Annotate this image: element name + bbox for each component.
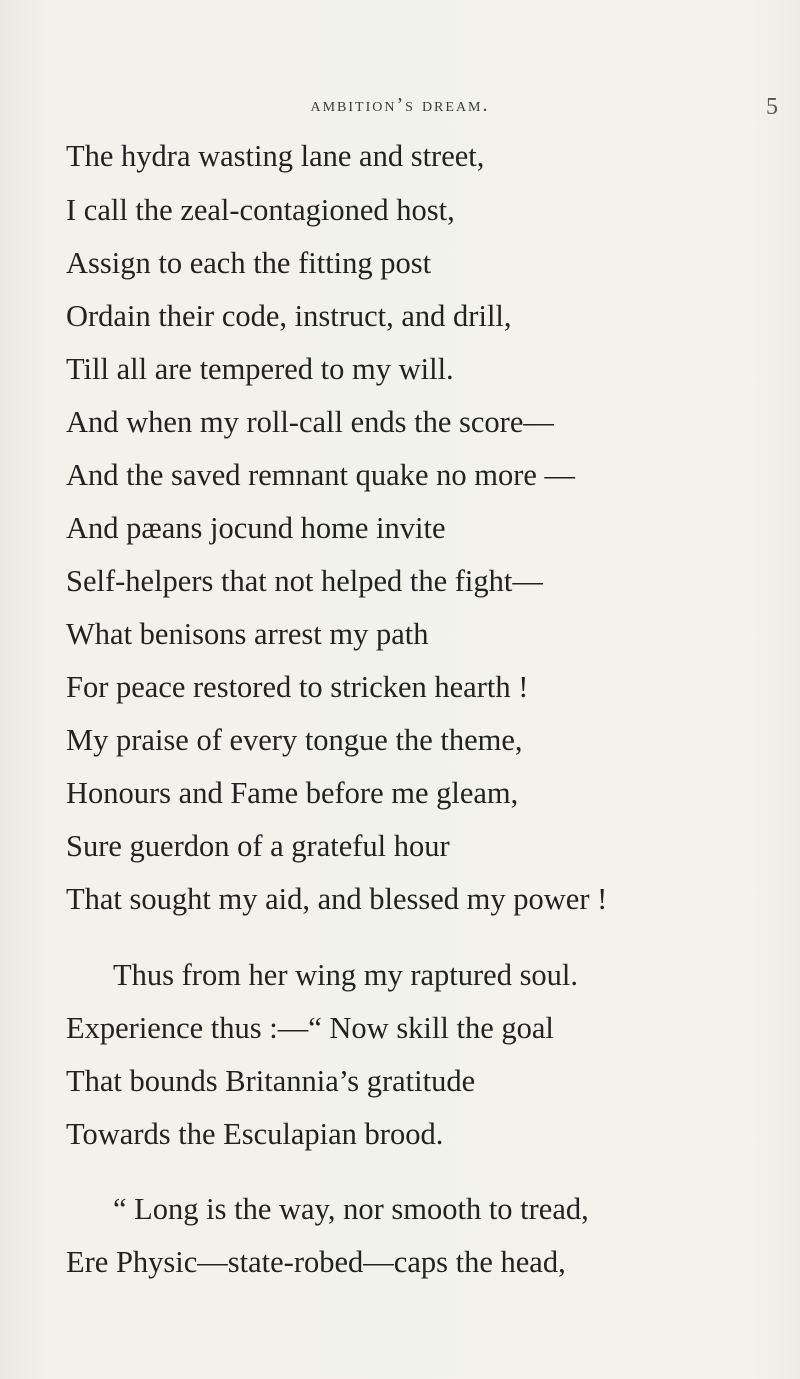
poem-line: Sure guerdon of a grateful hour bbox=[66, 829, 450, 863]
poem-line: That bounds Britannia’s gratitude bbox=[66, 1064, 476, 1098]
poem-line: Ere Physic—state-robed—caps the head, bbox=[66, 1245, 566, 1279]
poem-line: Honours and Fame before me gleam, bbox=[66, 776, 519, 810]
poem-line: Ordain their code, instruct, and drill, bbox=[66, 299, 512, 333]
page-number: 5 bbox=[766, 94, 778, 120]
poem-line: Till all are tempered to my will. bbox=[66, 352, 454, 386]
poem-line: My praise of every tongue the theme, bbox=[66, 723, 523, 757]
poem-line: For peace restored to stricken hearth ! bbox=[66, 670, 529, 704]
poem-line: What benisons arrest my path bbox=[66, 617, 429, 651]
poem-line: Towards the Esculapian brood. bbox=[66, 1117, 444, 1151]
poem-line: “ Long is the way, nor smooth to tread, bbox=[113, 1192, 589, 1226]
running-title bbox=[0, 94, 800, 117]
poem-line: Thus from her wing my raptured soul. bbox=[113, 958, 579, 992]
poem-line: Self-helpers that not helped the fight— bbox=[66, 564, 543, 598]
poem-line: The hydra wasting lane and street, bbox=[66, 139, 485, 173]
running-title-text: ambition’s dream. bbox=[310, 94, 490, 116]
poem-line: I call the zeal-contagioned host, bbox=[66, 193, 455, 227]
poem-line: And the saved remnant quake no more — bbox=[66, 458, 576, 492]
poem-line: That sought my aid, and blessed my power ! bbox=[66, 882, 608, 916]
poem-line: And when my roll-call ends the score— bbox=[66, 405, 554, 439]
poem-line: And pæans jocund home invite bbox=[66, 511, 446, 545]
poem-line: Experience thus :—“ Now skill the goal bbox=[66, 1011, 554, 1045]
poem-line: Assign to each the fitting post bbox=[66, 246, 432, 280]
